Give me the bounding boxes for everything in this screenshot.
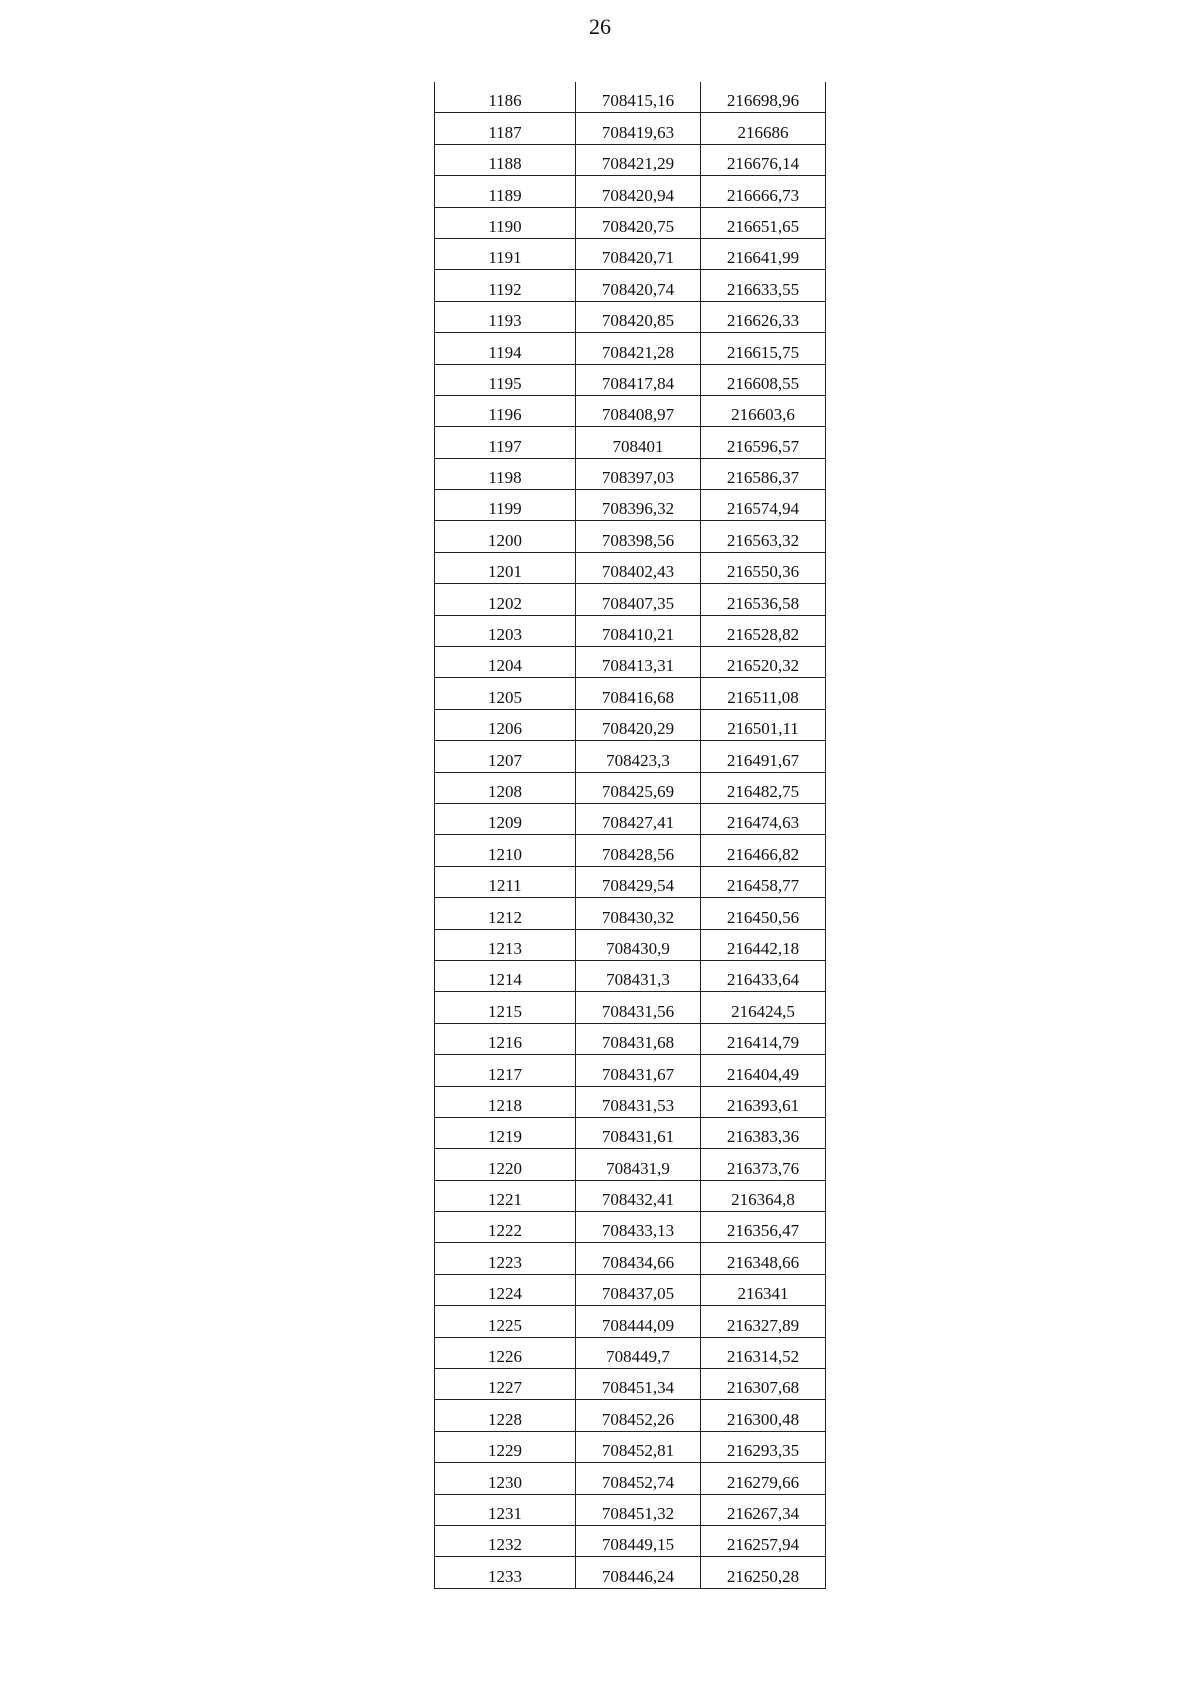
y-coordinate-cell: 216466,82	[701, 835, 826, 866]
point-number-cell: 1221	[435, 1180, 576, 1211]
y-coordinate-cell: 216698,96	[701, 82, 826, 113]
point-number-cell: 1200	[435, 521, 576, 552]
table-row	[435, 333, 826, 364]
y-coordinate-cell: 216341	[701, 1274, 826, 1305]
x-coordinate-cell: 708449,7	[576, 1337, 701, 1368]
point-number-cell: 1218	[435, 1086, 576, 1117]
table-row	[435, 1180, 826, 1211]
point-number-cell: 1209	[435, 803, 576, 834]
x-coordinate-cell: 708451,32	[576, 1494, 701, 1525]
table-row	[435, 960, 826, 991]
y-coordinate-cell: 216314,52	[701, 1337, 826, 1368]
x-coordinate-cell: 708430,9	[576, 929, 701, 960]
x-coordinate-cell: 708420,75	[576, 207, 701, 238]
y-coordinate-cell: 216373,76	[701, 1149, 826, 1180]
y-coordinate-cell: 216563,32	[701, 521, 826, 552]
y-coordinate-cell: 216676,14	[701, 144, 826, 175]
y-coordinate-cell: 216666,73	[701, 176, 826, 207]
table-row	[435, 1525, 826, 1556]
x-coordinate-cell: 708431,3	[576, 960, 701, 991]
table-row	[435, 1243, 826, 1274]
table-row	[435, 1369, 826, 1400]
x-coordinate-cell: 708428,56	[576, 835, 701, 866]
x-coordinate-cell: 708431,68	[576, 1023, 701, 1054]
y-coordinate-cell: 216424,5	[701, 992, 826, 1023]
coordinates-table	[434, 82, 826, 1589]
y-coordinate-cell: 216641,99	[701, 238, 826, 269]
x-coordinate-cell: 708397,03	[576, 458, 701, 489]
table-row	[435, 1086, 826, 1117]
table-row	[435, 835, 826, 866]
point-number-cell: 1226	[435, 1337, 576, 1368]
x-coordinate-cell: 708452,74	[576, 1463, 701, 1494]
table-row	[435, 929, 826, 960]
point-number-cell: 1227	[435, 1369, 576, 1400]
y-coordinate-cell: 216307,68	[701, 1369, 826, 1400]
x-coordinate-cell: 708452,26	[576, 1400, 701, 1431]
table-row	[435, 364, 826, 395]
y-coordinate-cell: 216393,61	[701, 1086, 826, 1117]
y-coordinate-cell: 216364,8	[701, 1180, 826, 1211]
table-row	[435, 238, 826, 269]
point-number-cell: 1212	[435, 898, 576, 929]
y-coordinate-cell: 216450,56	[701, 898, 826, 929]
table-row	[435, 270, 826, 301]
x-coordinate-cell: 708408,97	[576, 395, 701, 426]
point-number-cell: 1229	[435, 1431, 576, 1462]
point-number-cell: 1204	[435, 647, 576, 678]
table-row	[435, 803, 826, 834]
x-coordinate-cell: 708420,71	[576, 238, 701, 269]
table-row	[435, 1149, 826, 1180]
table-row	[435, 678, 826, 709]
y-coordinate-cell: 216626,33	[701, 301, 826, 332]
x-coordinate-cell: 708431,56	[576, 992, 701, 1023]
point-number-cell: 1195	[435, 364, 576, 395]
x-coordinate-cell: 708434,66	[576, 1243, 701, 1274]
x-coordinate-cell: 708452,81	[576, 1431, 701, 1462]
point-number-cell: 1213	[435, 929, 576, 960]
x-coordinate-cell: 708410,21	[576, 615, 701, 646]
x-coordinate-cell: 708420,94	[576, 176, 701, 207]
x-coordinate-cell: 708425,69	[576, 772, 701, 803]
table-row	[435, 1400, 826, 1431]
point-number-cell: 1216	[435, 1023, 576, 1054]
point-number-cell: 1196	[435, 395, 576, 426]
point-number-cell: 1211	[435, 866, 576, 897]
table-row	[435, 301, 826, 332]
table-row	[435, 395, 826, 426]
y-coordinate-cell: 216327,89	[701, 1306, 826, 1337]
y-coordinate-cell: 216603,6	[701, 395, 826, 426]
table-row	[435, 647, 826, 678]
y-coordinate-cell: 216608,55	[701, 364, 826, 395]
x-coordinate-cell: 708417,84	[576, 364, 701, 395]
table-row	[435, 741, 826, 772]
y-coordinate-cell: 216596,57	[701, 427, 826, 458]
table-row	[435, 898, 826, 929]
point-number-cell: 1197	[435, 427, 576, 458]
y-coordinate-cell: 216536,58	[701, 584, 826, 615]
x-coordinate-cell: 708427,41	[576, 803, 701, 834]
table-row	[435, 458, 826, 489]
y-coordinate-cell: 216474,63	[701, 803, 826, 834]
point-number-cell: 1199	[435, 490, 576, 521]
y-coordinate-cell: 216257,94	[701, 1525, 826, 1556]
point-number-cell: 1231	[435, 1494, 576, 1525]
y-coordinate-cell: 216586,37	[701, 458, 826, 489]
table-row	[435, 584, 826, 615]
point-number-cell: 1188	[435, 144, 576, 175]
table-row	[435, 1023, 826, 1054]
y-coordinate-cell: 216491,67	[701, 741, 826, 772]
point-number-cell: 1201	[435, 552, 576, 583]
table-row	[435, 552, 826, 583]
table-row	[435, 1557, 826, 1588]
x-coordinate-cell: 708420,85	[576, 301, 701, 332]
y-coordinate-cell: 216433,64	[701, 960, 826, 991]
y-coordinate-cell: 216458,77	[701, 866, 826, 897]
x-coordinate-cell: 708437,05	[576, 1274, 701, 1305]
point-number-cell: 1214	[435, 960, 576, 991]
x-coordinate-cell: 708423,3	[576, 741, 701, 772]
point-number-cell: 1219	[435, 1117, 576, 1148]
point-number-cell: 1230	[435, 1463, 576, 1494]
table-row	[435, 615, 826, 646]
point-number-cell: 1233	[435, 1557, 576, 1588]
x-coordinate-cell: 708431,53	[576, 1086, 701, 1117]
point-number-cell: 1187	[435, 113, 576, 144]
x-coordinate-cell: 708420,74	[576, 270, 701, 301]
table-row	[435, 1463, 826, 1494]
x-coordinate-cell: 708416,68	[576, 678, 701, 709]
y-coordinate-cell: 216300,48	[701, 1400, 826, 1431]
point-number-cell: 1205	[435, 678, 576, 709]
x-coordinate-cell: 708398,56	[576, 521, 701, 552]
point-number-cell: 1208	[435, 772, 576, 803]
table-row	[435, 427, 826, 458]
point-number-cell: 1186	[435, 82, 576, 113]
x-coordinate-cell: 708402,43	[576, 552, 701, 583]
table-row	[435, 1055, 826, 1086]
x-coordinate-cell: 708431,67	[576, 1055, 701, 1086]
page-number: 26	[589, 14, 611, 39]
x-coordinate-cell: 708421,29	[576, 144, 701, 175]
table-row	[435, 176, 826, 207]
x-coordinate-cell: 708446,24	[576, 1557, 701, 1588]
y-coordinate-cell: 216414,79	[701, 1023, 826, 1054]
table-row	[435, 1306, 826, 1337]
table-row	[435, 1494, 826, 1525]
point-number-cell: 1223	[435, 1243, 576, 1274]
x-coordinate-cell: 708432,41	[576, 1180, 701, 1211]
point-number-cell: 1206	[435, 709, 576, 740]
point-number-cell: 1192	[435, 270, 576, 301]
y-coordinate-cell: 216404,49	[701, 1055, 826, 1086]
table-row	[435, 992, 826, 1023]
point-number-cell: 1190	[435, 207, 576, 238]
x-coordinate-cell: 708429,54	[576, 866, 701, 897]
table-row	[435, 521, 826, 552]
point-number-cell: 1232	[435, 1525, 576, 1556]
y-coordinate-cell: 216383,36	[701, 1117, 826, 1148]
y-coordinate-cell: 216651,65	[701, 207, 826, 238]
table-row	[435, 113, 826, 144]
y-coordinate-cell: 216686	[701, 113, 826, 144]
y-coordinate-cell: 216279,66	[701, 1463, 826, 1494]
x-coordinate-cell: 708431,9	[576, 1149, 701, 1180]
y-coordinate-cell: 216511,08	[701, 678, 826, 709]
y-coordinate-cell: 216348,66	[701, 1243, 826, 1274]
table-row	[435, 1337, 826, 1368]
x-coordinate-cell: 708419,63	[576, 113, 701, 144]
table-row	[435, 772, 826, 803]
y-coordinate-cell: 216356,47	[701, 1212, 826, 1243]
table-row	[435, 490, 826, 521]
table-row	[435, 1117, 826, 1148]
y-coordinate-cell: 216633,55	[701, 270, 826, 301]
x-coordinate-cell: 708396,32	[576, 490, 701, 521]
table-row	[435, 709, 826, 740]
y-coordinate-cell: 216482,75	[701, 772, 826, 803]
point-number-cell: 1207	[435, 741, 576, 772]
point-number-cell: 1198	[435, 458, 576, 489]
table-body	[435, 82, 826, 1588]
point-number-cell: 1194	[435, 333, 576, 364]
y-coordinate-cell: 216501,11	[701, 709, 826, 740]
x-coordinate-cell: 708415,16	[576, 82, 701, 113]
y-coordinate-cell: 216615,75	[701, 333, 826, 364]
table-row	[435, 82, 826, 113]
x-coordinate-cell: 708421,28	[576, 333, 701, 364]
point-number-cell: 1191	[435, 238, 576, 269]
x-coordinate-cell: 708401	[576, 427, 701, 458]
y-coordinate-cell: 216442,18	[701, 929, 826, 960]
table-row	[435, 144, 826, 175]
y-coordinate-cell: 216293,35	[701, 1431, 826, 1462]
x-coordinate-cell: 708449,15	[576, 1525, 701, 1556]
point-number-cell: 1220	[435, 1149, 576, 1180]
table-row	[435, 1274, 826, 1305]
point-number-cell: 1217	[435, 1055, 576, 1086]
y-coordinate-cell: 216550,36	[701, 552, 826, 583]
point-number-cell: 1224	[435, 1274, 576, 1305]
table-row	[435, 1212, 826, 1243]
point-number-cell: 1189	[435, 176, 576, 207]
x-coordinate-cell: 708451,34	[576, 1369, 701, 1400]
point-number-cell: 1225	[435, 1306, 576, 1337]
y-coordinate-cell: 216267,34	[701, 1494, 826, 1525]
point-number-cell: 1222	[435, 1212, 576, 1243]
x-coordinate-cell: 708430,32	[576, 898, 701, 929]
y-coordinate-cell: 216574,94	[701, 490, 826, 521]
x-coordinate-cell: 708413,31	[576, 647, 701, 678]
y-coordinate-cell: 216250,28	[701, 1557, 826, 1588]
point-number-cell: 1228	[435, 1400, 576, 1431]
table-row	[435, 866, 826, 897]
point-number-cell: 1210	[435, 835, 576, 866]
point-number-cell: 1193	[435, 301, 576, 332]
x-coordinate-cell: 708433,13	[576, 1212, 701, 1243]
x-coordinate-cell: 708420,29	[576, 709, 701, 740]
x-coordinate-cell: 708444,09	[576, 1306, 701, 1337]
y-coordinate-cell: 216528,82	[701, 615, 826, 646]
point-number-cell: 1203	[435, 615, 576, 646]
point-number-cell: 1215	[435, 992, 576, 1023]
table-row	[435, 1431, 826, 1462]
x-coordinate-cell: 708407,35	[576, 584, 701, 615]
y-coordinate-cell: 216520,32	[701, 647, 826, 678]
point-number-cell: 1202	[435, 584, 576, 615]
x-coordinate-cell: 708431,61	[576, 1117, 701, 1148]
table-row	[435, 207, 826, 238]
